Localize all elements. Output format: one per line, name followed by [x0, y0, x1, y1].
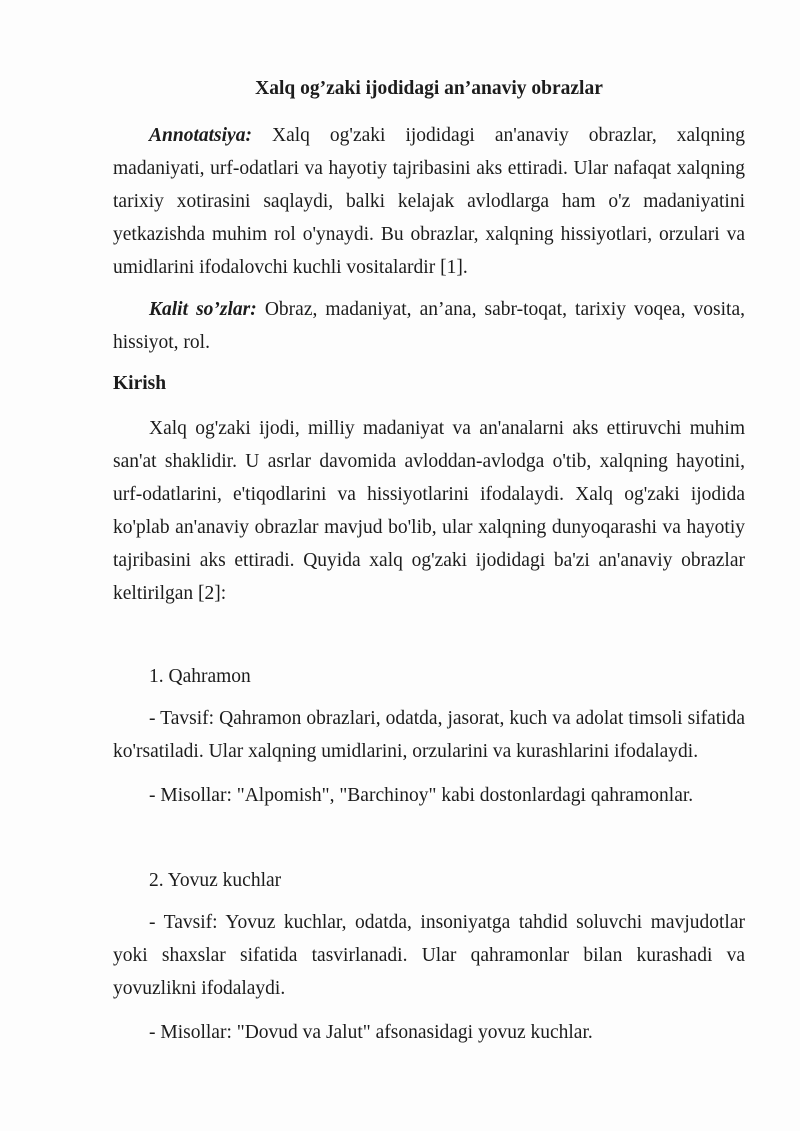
- intro-paragraph: Xalq og'zaki ijodi, milliy madaniyat va an'analarni aks ettiruvchi muhim san'at shaklidir. U asrlar davomida avloddan-avlodga o'tib, xalqning hayotini, urf-odatlarini, e'tiqodlarini va hissiyotlarini ifodalaydi. Xalq og'zaki ijodida ko'plab an'anaviy obrazlar mavjud bo'lib, ular xalqning dunyoqarashi va hayotiy tajribasini aks ettiradi. Quyida xalq og'zaki ijodidagi ba'zi an'anaviy obrazlar keltirilgan [2]:: [113, 418, 745, 604]
- keywords-text: Obraz, madaniyat, an’ana, sabr-toqat, tarixiy voqea, vosita, hissiyot, rol.: [113, 299, 745, 353]
- list-item-1-heading: 1. Qahramon: [149, 666, 251, 687]
- document-title: Xalq og’zaki ijodidagi an’anaviy obrazlar: [255, 78, 603, 99]
- annotation-text: Xalq og'zaki ijodidagi an'anaviy obrazlar, xalqning madaniyati, urf-odatlari va hayotiy tajribasini aks ettiradi. Ular nafaqat xalqning tarixiy xotirasini saqlaydi, balki kelajak avlodlarga ham o'z madaniyatini yetkazishda muhim rol o'ynaydi. Bu obrazlar, xalqning hissiyotlari, orzulari va umidlarini ifodalovchi kuchli vositalardir [1].: [113, 125, 746, 278]
- list-item-1-examples: - Misollar: "Alpomish", "Barchinoy" kabi dostonlardagi qahramonlar.: [149, 785, 694, 806]
- list-item-2-description: - Tavsif: Yovuz kuchlar, odatda, insoniyatga tahdid soluvchi mavjudotlar yoki shaxslar sifatida tasvirlanadi. Ular qahramonlar bilan kurashadi va yovuzlikni ifodalaydi.: [113, 912, 745, 999]
- keywords-paragraph: [113, 293, 745, 359]
- section-heading-kirish: Kirish: [113, 373, 167, 394]
- annotation-paragraph: [113, 119, 745, 284]
- list-item-1-description: - Tavsif: Qahramon obrazlari, odatda, jasorat, kuch va adolat timsoli sifatida ko'rsatiladi. Ular xalqning umidlarini, orzularini va kurashlarini ifodalaydi.: [113, 708, 745, 762]
- list-item-2-examples: - Misollar: "Dovud va Jalut" afsonasidagi yovuz kuchlar.: [149, 1022, 593, 1043]
- keywords-label: Kalit so’zlar:: [149, 299, 257, 320]
- annotation-label: Annotatsiya:: [149, 125, 252, 146]
- list-item-2-heading: 2. Yovuz kuchlar: [149, 870, 282, 891]
